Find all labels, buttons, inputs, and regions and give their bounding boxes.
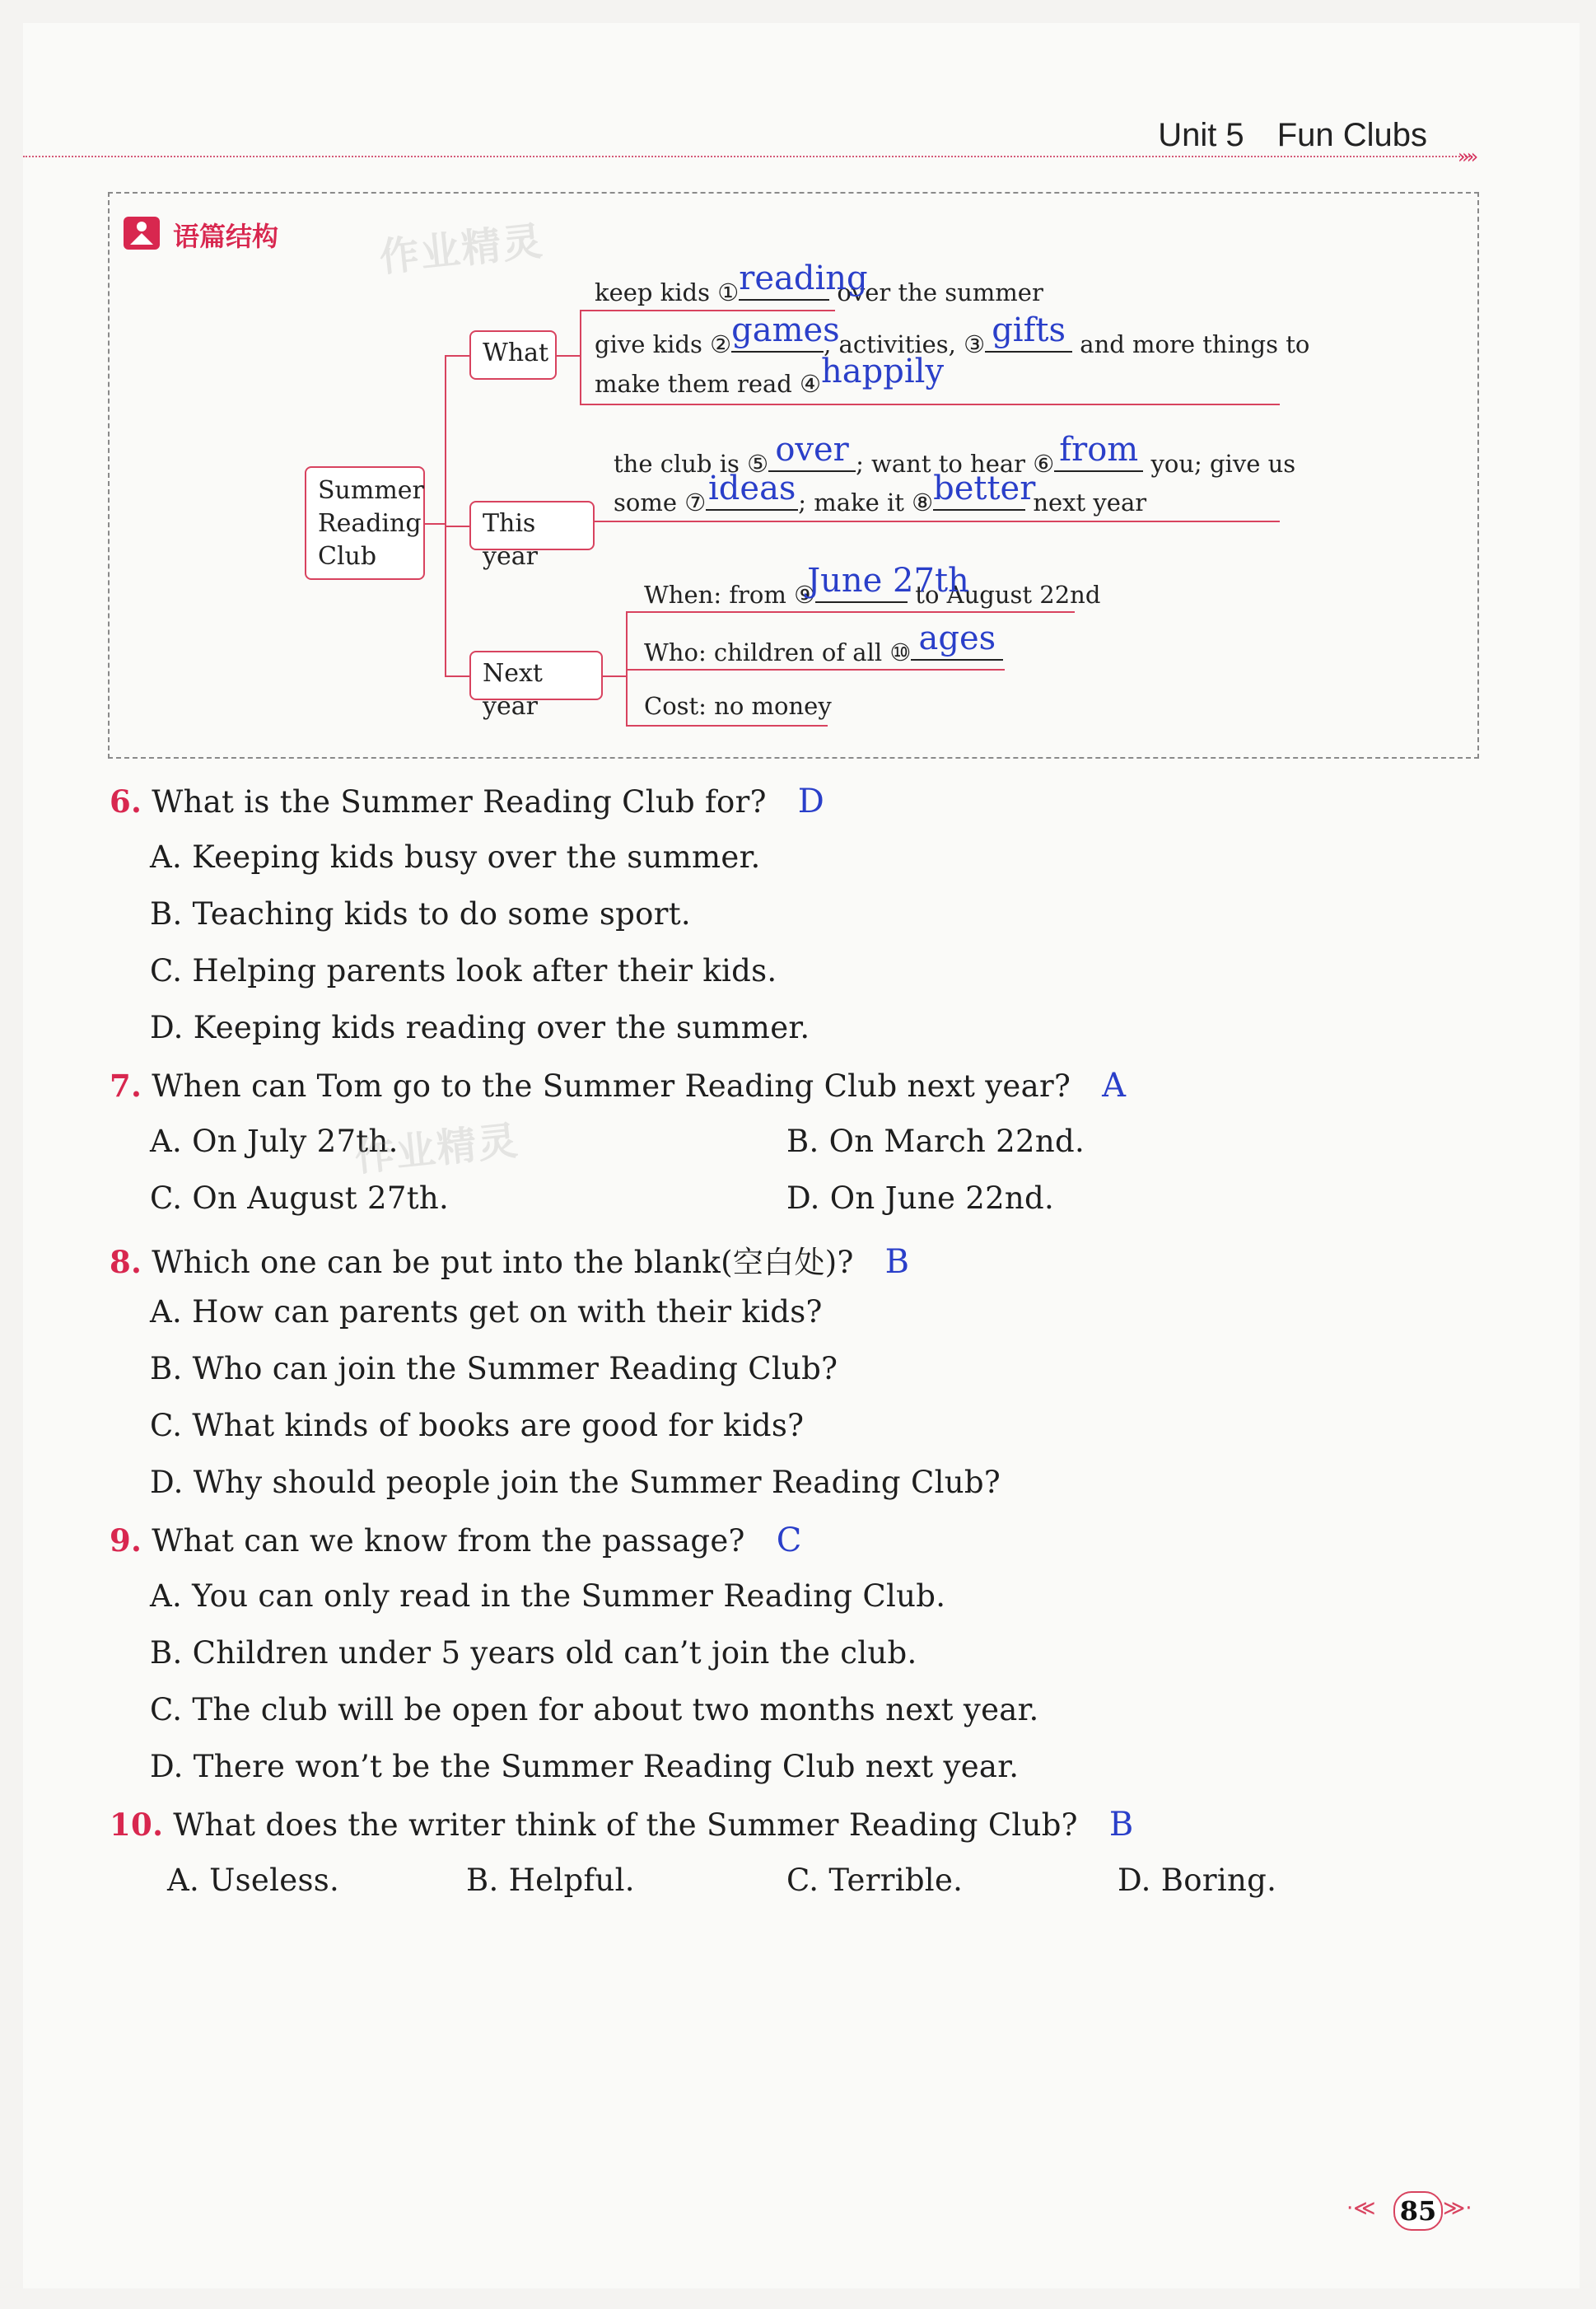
question-text: What can we know from the passage? [152, 1523, 745, 1559]
option: B. Helpful. [466, 1863, 635, 1898]
text: to August 22nd [908, 581, 1101, 609]
connector [445, 526, 469, 527]
connector [603, 675, 628, 677]
option: C. The club will be open for about two months next year. [150, 1692, 1039, 1727]
answer-5: over [775, 431, 849, 469]
option: A. How can parents get on with their kids? [150, 1294, 823, 1330]
question-text: When can Tom go to the Summer Reading Club next year? [152, 1068, 1071, 1104]
text: Who: children of all ⑩ [644, 638, 912, 666]
question-number: 6. [110, 783, 142, 820]
blank-1 [739, 259, 868, 301]
option: D. Keeping kids reading over the summer. [150, 1010, 810, 1045]
question-9 [110, 1521, 802, 1559]
text: , activities, ③ [824, 330, 986, 358]
connector [445, 355, 446, 676]
root-node [305, 466, 425, 580]
text: give kids ② [595, 330, 732, 358]
next-year-when [644, 562, 1101, 609]
unit-label: Unit 5 [1158, 117, 1244, 153]
what-line-1 [595, 259, 1043, 306]
connector [580, 404, 1280, 405]
blank-4 [821, 353, 945, 392]
question-text: What does the writer think of the Summer Reading Club? [173, 1807, 1078, 1843]
text: ; want to hear ⑥ [856, 450, 1055, 478]
connector [626, 611, 1075, 613]
option: D. Why should people join the Summer Reading Club? [150, 1465, 1001, 1500]
blank-7 [706, 470, 798, 511]
text: some ⑦ [614, 488, 707, 516]
blank-6 [1054, 431, 1143, 472]
option: D. Boring. [1118, 1863, 1277, 1898]
answer-8: better [933, 470, 1036, 507]
answer-10: ages [918, 619, 996, 657]
branch-this-year: This year [469, 501, 595, 550]
connector [626, 725, 828, 727]
watermark: 作业精灵 [377, 217, 546, 282]
connector [425, 523, 446, 525]
option: B. On March 22nd. [786, 1124, 1085, 1159]
option: C. Helping parents look after their kids. [150, 953, 777, 989]
question-text: What is the Summer Reading Club for? [152, 784, 767, 820]
connector [580, 310, 581, 405]
text: over the summer [837, 278, 1043, 306]
text: keep kids ① [595, 278, 740, 306]
next-year-cost: Cost: no money [644, 692, 832, 720]
connector [557, 355, 581, 357]
answer-7: ideas [708, 470, 796, 507]
question-number: 10. [110, 1807, 164, 1843]
structure-icon [124, 217, 160, 250]
page-deco-left: ·≪ [1346, 2196, 1376, 2221]
option: C. Terrible. [786, 1863, 964, 1898]
question-number: 8. [110, 1244, 142, 1280]
option: C. On August 27th. [150, 1180, 450, 1216]
connector [626, 669, 1005, 671]
answer-9: June 27th [807, 562, 969, 600]
option: B. Who can join the Summer Reading Club? [150, 1351, 838, 1386]
question-number: 9. [110, 1522, 142, 1559]
question-answer: B [884, 1243, 910, 1281]
option: A. Keeping kids busy over the summer. [150, 839, 761, 875]
question-7 [110, 1067, 1126, 1105]
branch-what: What [469, 330, 557, 380]
chevron-right-icon: »» [1458, 145, 1476, 168]
option: D. There won’t be the Summer Reading Club next year. [150, 1749, 1020, 1784]
this-year-line-2 [614, 470, 1147, 516]
answer-6: from [1059, 431, 1139, 469]
question-10 [110, 1806, 1134, 1844]
connector [595, 521, 1280, 522]
text: make them read ④ [595, 370, 822, 398]
page-number: 85 [1393, 2191, 1443, 2231]
question-answer: B [1108, 1806, 1134, 1844]
text: you; give us [1143, 450, 1296, 478]
blank-2 [731, 311, 840, 353]
blank-8 [933, 470, 1036, 511]
blank-5 [768, 431, 856, 472]
question-text: Which one can be put into the blank(空白处)? [152, 1245, 854, 1280]
text: ; make it ⑧ [798, 488, 934, 516]
option: B. Teaching kids to do some sport. [150, 896, 691, 932]
root-line: Club [318, 542, 377, 571]
branch-next-year: Next year [469, 651, 603, 700]
answer-4: happily [821, 353, 945, 390]
connector [445, 355, 469, 357]
watermark: 作业精灵 [352, 1117, 521, 1181]
what-line-2 [595, 311, 1310, 358]
option: A. Useless. [167, 1863, 340, 1898]
blank-10 [911, 619, 1003, 661]
question-answer: D [797, 783, 825, 820]
root-line: Summer [318, 476, 424, 505]
text: When: from ⑨ [644, 581, 816, 609]
option: A. You can only read in the Summer Reading Club. [150, 1578, 946, 1614]
blank-9 [807, 562, 969, 603]
question-answer: C [776, 1521, 802, 1559]
answer-3: gifts [992, 311, 1066, 349]
question-8 [110, 1237, 909, 1282]
root-line: Reading [318, 509, 422, 538]
structure-heading: 语篇结构 [173, 221, 279, 252]
what-line-3 [595, 353, 945, 398]
question-answer: A [1102, 1067, 1127, 1105]
question-number: 7. [110, 1068, 142, 1104]
text: the club is ⑤ [614, 450, 769, 478]
option: D. On June 22nd. [786, 1180, 1055, 1216]
unit-title: Fun Clubs [1276, 117, 1427, 153]
option: C. What kinds of books are good for kids? [150, 1408, 805, 1443]
answer-1: reading [739, 259, 868, 297]
header-divider [23, 156, 1472, 157]
option: A. On July 27th. [150, 1124, 399, 1159]
blank-3 [985, 311, 1072, 353]
page-deco-right: ≫· [1443, 2196, 1472, 2221]
answer-2: games [731, 311, 840, 349]
text: next year [1025, 488, 1147, 516]
option: B. Children under 5 years old can’t join the club. [150, 1635, 917, 1671]
question-6 [110, 783, 824, 820]
next-year-who [644, 619, 1003, 666]
unit-header [1158, 117, 1427, 154]
text: and more things to [1072, 330, 1310, 358]
connector [445, 675, 469, 677]
